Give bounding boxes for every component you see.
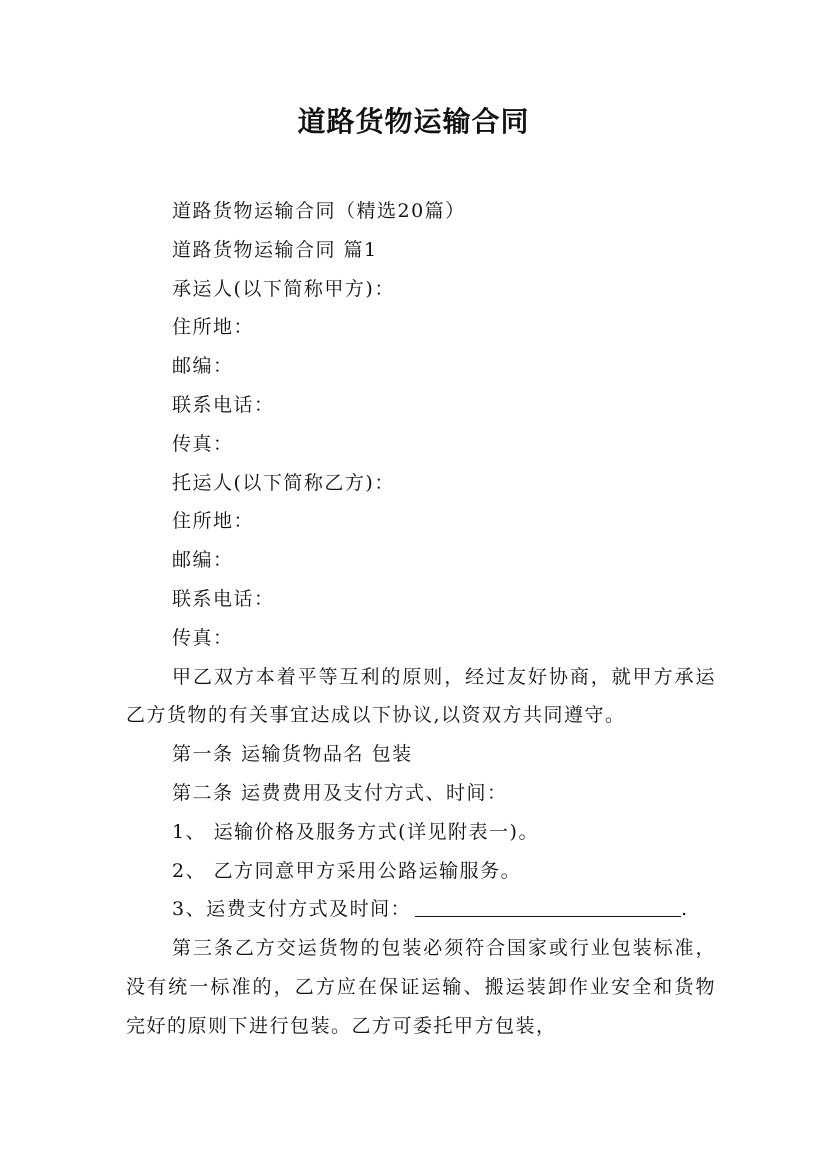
text-line: 邮编： [172, 355, 234, 378]
list-item [126, 890, 716, 929]
blank-suffix: . [681, 898, 689, 921]
document-body [126, 192, 716, 1046]
text-line: 邮编： [172, 549, 234, 572]
document-title: 道路货物运输合同 [297, 105, 530, 138]
text-line: 联系电话： [172, 587, 275, 610]
text-line: 住所地： [172, 316, 255, 339]
agreement-paragraph: 甲乙双方本着平等互利的原则，经过友好协商，就甲方承运乙方货物的有关事宜达成以下协议,以资双方共同遵守。 [126, 665, 716, 727]
text-line: 传真： [172, 626, 234, 649]
list-item-label: 3、运费支付方式及时间： [172, 898, 412, 921]
text-line: 联系电话： [172, 393, 275, 416]
fill-in-blank[interactable] [415, 896, 681, 917]
article-heading: 第二条 运费费用及支付方式、时间： [172, 781, 508, 804]
article-heading: 第一条 运输货物品名 包装 [172, 743, 413, 766]
list-item: 1、 运输价格及服务方式(详见附表一)。 [172, 820, 539, 843]
text-line: 承运人(以下简称甲方)： [172, 277, 395, 300]
text-line: 托运人(以下简称乙方)： [172, 471, 395, 494]
text-line: 住所地： [172, 510, 255, 533]
text-line: 道路货物运输合同 篇1 [172, 238, 378, 261]
list-item: 2、 乙方同意甲方采用公路运输服务。 [172, 859, 522, 882]
article-paragraph: 第三条乙方交运货物的包装必须符合国家或行业包装标准，没有统一标准的，乙方应在保证运输、搬运装卸作业安全和货物完好的原则下进行包装。乙方可委托甲方包装， [126, 937, 716, 1037]
text-line: 道路货物运输合同（精选20篇） [172, 200, 466, 222]
text-line: 传真： [172, 432, 234, 455]
